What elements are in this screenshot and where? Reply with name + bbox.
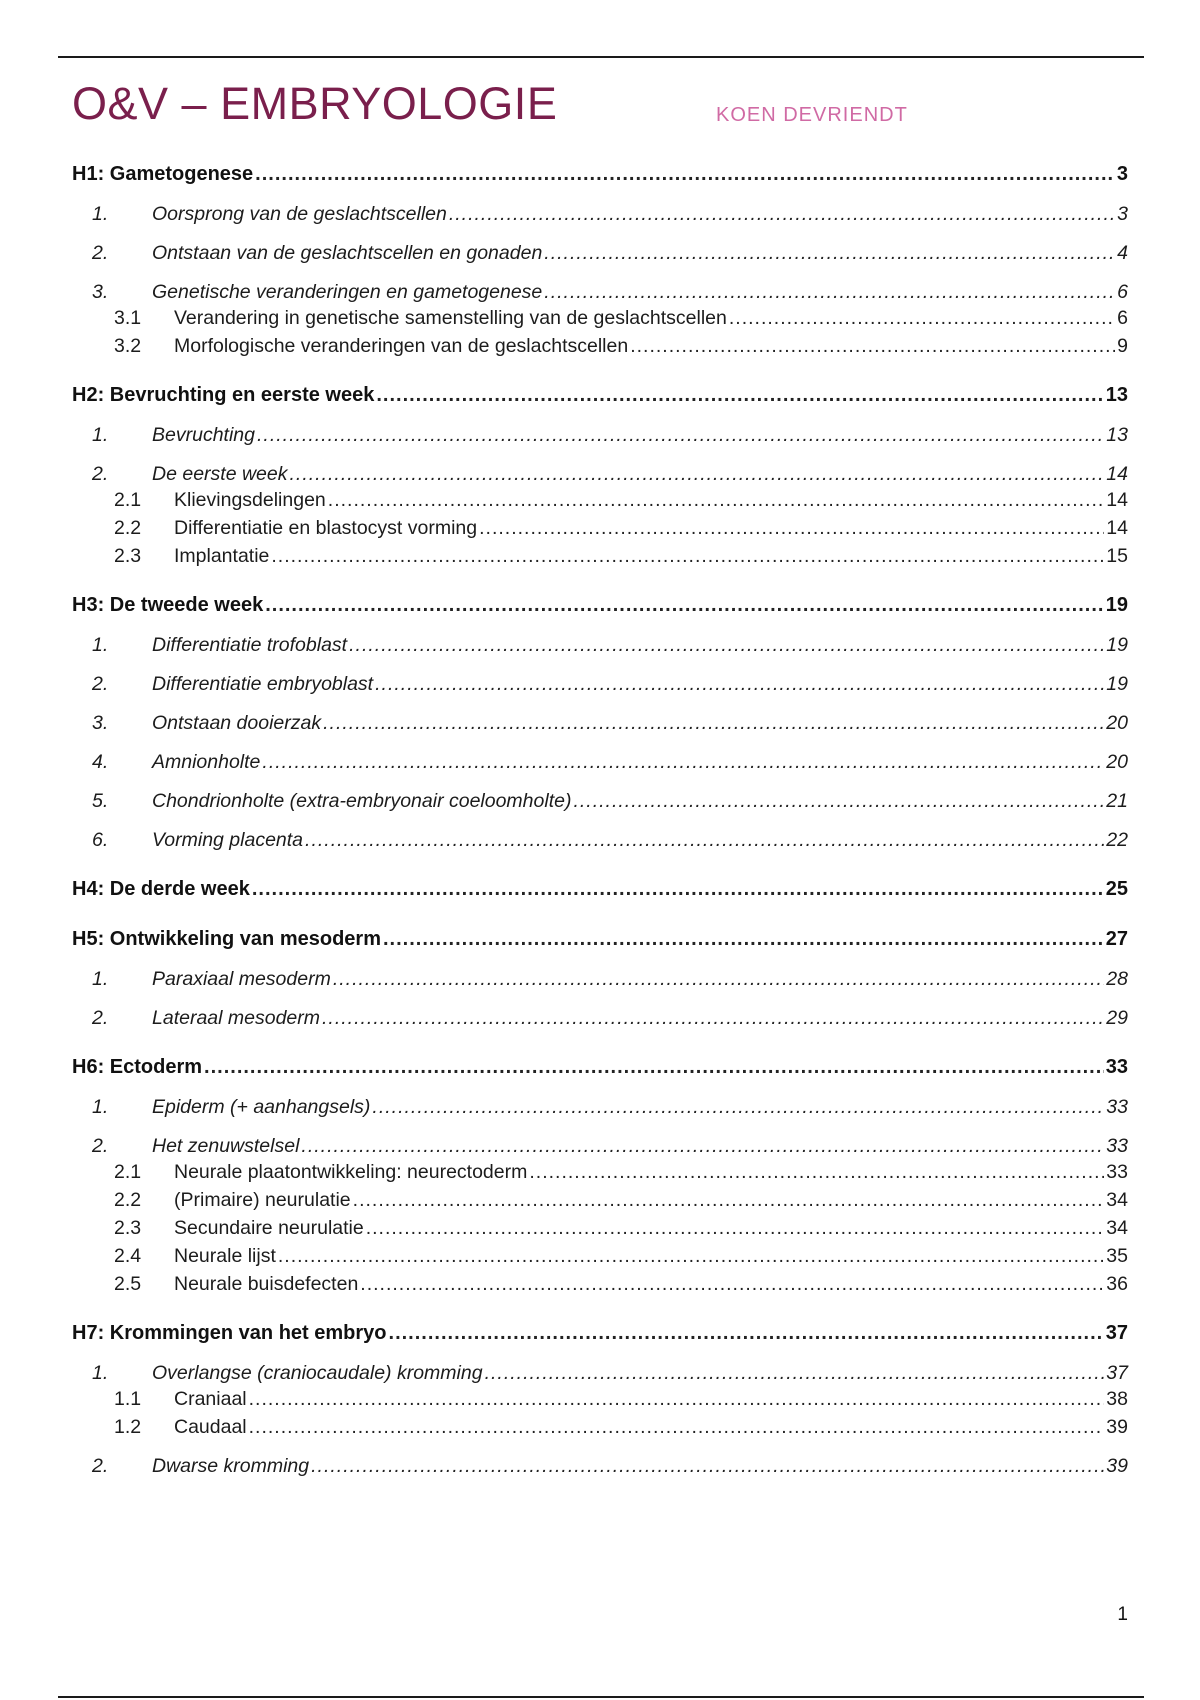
- toc-entry-sub[interactable]: [72, 487, 1128, 513]
- toc-entry-page: 14: [1106, 489, 1128, 511]
- toc-entry-number: 2.: [92, 1135, 109, 1157]
- toc-entry-page: 33: [1106, 1135, 1128, 1157]
- toc-entry-number: 2.3: [114, 1217, 142, 1239]
- toc-entry-section[interactable]: [72, 1133, 1128, 1159]
- toc-entry-number: 2.5: [114, 1273, 142, 1295]
- toc-entry-title: Epiderm (+ aanhangsels): [152, 1096, 371, 1118]
- toc-entry-number: 1.1: [114, 1388, 142, 1410]
- toc-dot-leader: [729, 305, 1115, 331]
- toc-entry-sub[interactable]: [72, 1215, 1128, 1241]
- toc-entry-title: Craniaal: [174, 1388, 247, 1410]
- toc-dot-leader: [249, 1414, 1105, 1440]
- toc-entry-number: 2.1: [114, 1161, 142, 1183]
- toc-entry-page: 22: [1106, 829, 1128, 851]
- toc-entry-title: Ontstaan van de geslachtscellen en gonaden: [152, 242, 543, 264]
- toc-entry-title: (Primaire) neurulatie: [174, 1189, 351, 1211]
- toc-dot-leader: [322, 1005, 1104, 1031]
- toc-entry-page: 6: [1117, 307, 1128, 329]
- toc-entry-title: H6: Ectoderm: [72, 1056, 203, 1078]
- toc-entry-number: 1.: [92, 1362, 109, 1384]
- toc-entry-page: 39: [1106, 1455, 1128, 1477]
- toc-entry-page: 13: [1106, 424, 1128, 446]
- toc-entry-section[interactable]: [72, 461, 1128, 487]
- toc-entry-page: 6: [1117, 281, 1128, 303]
- toc-entry-page: 20: [1106, 712, 1128, 734]
- toc-entry-title: Neurale buisdefecten: [174, 1273, 359, 1295]
- toc-entry-title: Dwarse kromming: [152, 1455, 310, 1477]
- toc-entry-section[interactable]: [72, 279, 1128, 305]
- toc-dot-leader: [249, 1386, 1105, 1412]
- toc-entry-number: 1.2: [114, 1416, 142, 1438]
- toc-entry-number: 3.: [92, 712, 109, 734]
- toc-entry-title: Morfologische veranderingen van de geslachtscellen: [174, 335, 629, 357]
- toc-dot-leader: [271, 543, 1104, 569]
- toc-entry-sub[interactable]: [72, 1386, 1128, 1412]
- toc-entry-page: 37: [1105, 1322, 1128, 1344]
- toc-entry-title: H7: Krommingen van het embryo: [72, 1322, 387, 1344]
- toc-entry-title: Oorsprong van de geslachtscellen: [152, 203, 447, 225]
- toc-dot-leader: [252, 875, 1104, 903]
- toc-entry-section[interactable]: [72, 422, 1128, 448]
- toc-dot-leader: [544, 240, 1115, 266]
- toc-dot-leader: [255, 160, 1115, 188]
- toc-dot-leader: [630, 333, 1115, 359]
- toc-entry-title: Verandering in genetische samenstelling van de geslachtscellen: [174, 307, 727, 329]
- toc-entry-sub[interactable]: [72, 1243, 1128, 1269]
- toc-dot-leader: [257, 422, 1104, 448]
- toc-entry-page: 19: [1106, 634, 1128, 656]
- toc-entry-number: 2.: [92, 1455, 109, 1477]
- toc-entry-number: 1.: [92, 424, 109, 446]
- toc-entry-title: Neurale lijst: [174, 1245, 276, 1267]
- top-rule: [58, 56, 1144, 58]
- toc-entry-section[interactable]: [72, 632, 1128, 658]
- author-name: KOEN DEVRIENDT: [716, 104, 908, 126]
- toc-entry-page: 14: [1106, 463, 1128, 485]
- toc-entry-page: 27: [1105, 928, 1128, 950]
- toc-dot-leader: [485, 1360, 1105, 1386]
- toc-dot-leader: [305, 827, 1104, 853]
- toc-entry-page: 3: [1116, 163, 1128, 185]
- toc-entry-page: 21: [1106, 790, 1128, 812]
- toc-entry-title: H1: Gametogenese: [72, 163, 254, 185]
- toc-dot-leader: [349, 632, 1104, 658]
- toc-entry-number: 1.: [92, 1096, 109, 1118]
- toc-entry-number: 2.3: [114, 545, 142, 567]
- toc-entry-number: 3.2: [114, 335, 142, 357]
- toc-entry-title: Vorming placenta: [152, 829, 304, 851]
- toc-entry-title: Differentiatie trofoblast: [152, 634, 348, 656]
- toc-entry-section[interactable]: [72, 240, 1128, 266]
- toc-entry-title: Secundaire neurulatie: [174, 1217, 364, 1239]
- toc-entry-page: 39: [1106, 1416, 1128, 1438]
- toc-entry-number: 6.: [92, 829, 109, 851]
- toc-entry-title: Lateraal mesoderm: [152, 1007, 320, 1029]
- toc-dot-leader: [278, 1243, 1104, 1269]
- toc-dot-leader: [323, 710, 1104, 736]
- toc-entry-title: Paraxiaal mesoderm: [152, 968, 331, 990]
- toc-entry-sub[interactable]: [72, 1271, 1128, 1297]
- toc-entry-page: 38: [1106, 1388, 1128, 1410]
- toc-entry-chapter[interactable]: [72, 381, 1128, 409]
- toc-entry-page: 14: [1106, 517, 1128, 539]
- toc-entry-chapter[interactable]: [72, 160, 1128, 188]
- toc-entry-page: 33: [1105, 1056, 1128, 1078]
- toc-entry-number: 2.2: [114, 1189, 142, 1211]
- toc-dot-leader: [372, 1094, 1104, 1120]
- toc-entry-section[interactable]: [72, 1453, 1128, 1479]
- toc-entry-section[interactable]: [72, 749, 1128, 775]
- toc-entry-page: 35: [1106, 1245, 1128, 1267]
- toc-entry-sub[interactable]: [72, 543, 1128, 569]
- toc-entry-page: 19: [1105, 594, 1128, 616]
- toc-entry-number: 2.2: [114, 517, 142, 539]
- toc-dot-leader: [366, 1215, 1105, 1241]
- toc-entry-section[interactable]: [72, 966, 1128, 992]
- toc-entry-chapter[interactable]: [72, 591, 1128, 619]
- toc-dot-leader: [529, 1159, 1104, 1185]
- toc-entry-sub[interactable]: [72, 1159, 1128, 1185]
- toc-entry-chapter[interactable]: [72, 1053, 1128, 1081]
- toc-entry-title: Differentiatie embryoblast: [152, 673, 374, 695]
- toc-dot-leader: [262, 749, 1104, 775]
- toc-entry-number: 4.: [92, 751, 109, 773]
- toc-dot-leader: [289, 461, 1104, 487]
- toc-entry-page: 33: [1106, 1096, 1128, 1118]
- toc-entry-page: 13: [1105, 384, 1128, 406]
- toc-entry-chapter[interactable]: [72, 925, 1128, 953]
- toc-entry-title: Amnionholte: [152, 751, 261, 773]
- toc-entry-number: 1.: [92, 968, 109, 990]
- toc-entry-page: 34: [1106, 1217, 1128, 1239]
- toc-entry-page: 37: [1106, 1362, 1128, 1384]
- toc-entry-title: Klievingsdelingen: [174, 489, 326, 511]
- toc-dot-leader: [573, 788, 1104, 814]
- toc-entry-number: 1.: [92, 203, 109, 225]
- toc-entry-page: 29: [1106, 1007, 1128, 1029]
- toc-entry-sub[interactable]: [72, 333, 1128, 359]
- toc-entry-number: 2.4: [114, 1245, 142, 1267]
- toc-dot-leader: [204, 1053, 1104, 1081]
- toc-dot-leader: [360, 1271, 1104, 1297]
- toc-entry-title: H5: Ontwikkeling van mesoderm: [72, 928, 381, 950]
- toc-entry-section[interactable]: [72, 710, 1128, 736]
- toc-entry-page: 19: [1106, 673, 1128, 695]
- toc-entry-sub[interactable]: [72, 305, 1128, 331]
- toc-entry-page: 33: [1106, 1161, 1128, 1183]
- toc-dot-leader: [449, 201, 1115, 227]
- toc-entry-title: De eerste week: [152, 463, 288, 485]
- toc-entry-title: Neurale plaatontwikkeling: neurectoderm: [174, 1161, 528, 1183]
- toc-entry-title: Het zenuwstelsel: [152, 1135, 300, 1157]
- toc-dot-leader: [328, 487, 1105, 513]
- toc-entry-section[interactable]: [72, 788, 1128, 814]
- toc-entry-page: 34: [1106, 1189, 1128, 1211]
- toc-entry-page: 20: [1106, 751, 1128, 773]
- toc-entry-page: 15: [1106, 545, 1128, 567]
- toc-entry-page: 36: [1106, 1273, 1128, 1295]
- toc-entry-title: Chondrionholte (extra-embryonair coeloomholte): [152, 790, 572, 812]
- toc-entry-number: 2.: [92, 673, 109, 695]
- toc-dot-leader: [375, 671, 1104, 697]
- toc-dot-leader: [376, 381, 1103, 409]
- toc-entry-sub[interactable]: [72, 515, 1128, 541]
- toc-entry-number: 5.: [92, 790, 109, 812]
- toc-entry-section[interactable]: [72, 827, 1128, 853]
- toc-entry-number: 2.: [92, 242, 109, 264]
- toc-entry-section[interactable]: [72, 1005, 1128, 1031]
- toc-dot-leader: [311, 1453, 1104, 1479]
- toc-entry-number: 1.: [92, 634, 109, 656]
- toc-entry-number: 2.1: [114, 489, 142, 511]
- page-number: 1: [1117, 1604, 1128, 1625]
- toc-entry-number: 2.: [92, 1007, 109, 1029]
- table-of-contents: [72, 160, 1128, 1479]
- toc-entry-page: 3: [1117, 203, 1128, 225]
- toc-dot-leader: [383, 925, 1104, 953]
- toc-dot-leader: [479, 515, 1104, 541]
- toc-entry-number: 3.: [92, 281, 109, 303]
- toc-entry-title: Ontstaan dooierzak: [152, 712, 322, 734]
- toc-entry-title: H2: Bevruchting en eerste week: [72, 384, 375, 406]
- toc-entry-sub[interactable]: [72, 1187, 1128, 1213]
- toc-dot-leader: [301, 1133, 1104, 1159]
- toc-entry-title: Caudaal: [174, 1416, 247, 1438]
- bottom-rule: [58, 1696, 1144, 1698]
- toc-entry-section[interactable]: [72, 671, 1128, 697]
- toc-entry-title: Genetische veranderingen en gametogenese: [152, 281, 543, 303]
- toc-dot-leader: [353, 1187, 1105, 1213]
- toc-entry-section[interactable]: [72, 1360, 1128, 1386]
- toc-dot-leader: [544, 279, 1115, 305]
- toc-entry-title: Bevruchting: [152, 424, 255, 446]
- toc-entry-page: 25: [1105, 878, 1128, 900]
- toc-dot-leader: [389, 1319, 1104, 1347]
- toc-entry-title: Implantatie: [174, 545, 270, 567]
- toc-entry-number: 2.: [92, 463, 109, 485]
- toc-entry-sub[interactable]: [72, 1414, 1128, 1440]
- toc-entry-number: 3.1: [114, 307, 142, 329]
- toc-dot-leader: [333, 966, 1104, 992]
- document-title: O&V – EMBRYOLOGIE: [72, 78, 558, 129]
- toc-entry-title: H4: De derde week: [72, 878, 250, 900]
- toc-entry-chapter[interactable]: [72, 875, 1128, 903]
- toc-entry-title: H3: De tweede week: [72, 594, 264, 616]
- toc-entry-page: 28: [1106, 968, 1128, 990]
- toc-entry-page: 4: [1117, 242, 1128, 264]
- toc-entry-section[interactable]: [72, 201, 1128, 227]
- toc-entry-section[interactable]: [72, 1094, 1128, 1120]
- toc-entry-page: 9: [1117, 335, 1128, 357]
- toc-dot-leader: [265, 591, 1104, 619]
- toc-entry-title: Differentiatie en blastocyst vorming: [174, 517, 478, 539]
- toc-entry-title: Overlangse (craniocaudale) kromming: [152, 1362, 483, 1384]
- toc-entry-chapter[interactable]: [72, 1319, 1128, 1347]
